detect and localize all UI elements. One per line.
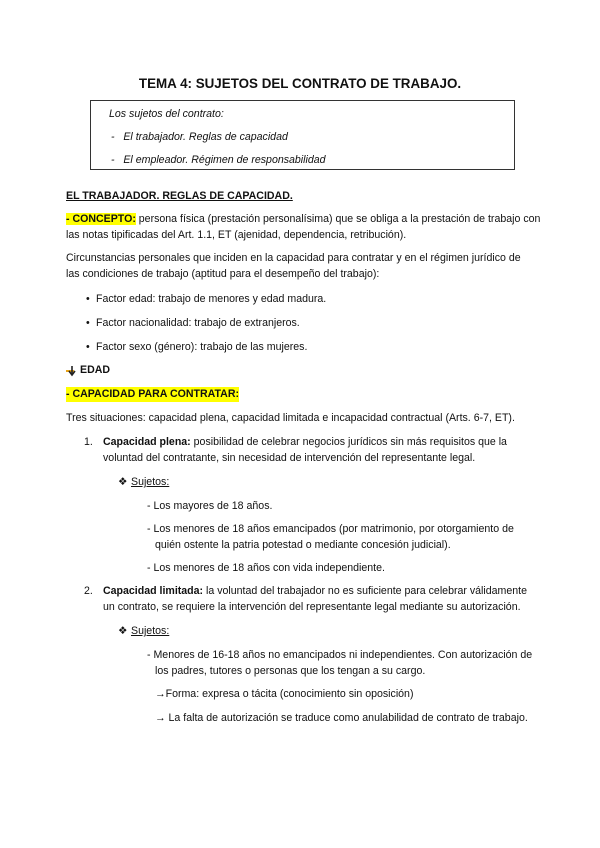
box-heading: Los sujetos del contrato: <box>109 108 224 120</box>
subitem: - Los menores de 18 años con vida independiente. <box>147 562 385 574</box>
subitem: →Forma: expresa o tácita (conocimiento sin oposición) <box>155 688 414 700</box>
bullet-icon: • <box>86 317 90 329</box>
capacidad-heading: - CAPACIDAD PARA CONTRATAR: <box>66 388 240 400</box>
edad-label: EDAD <box>80 364 111 376</box>
factor-item: Factor edad: trabajo de menores y edad madura. <box>96 293 327 305</box>
circunstancias-line2: las condiciones de trabajo (aptitud para el desempeño del trabajo): <box>66 268 380 280</box>
sujetos-label: Sujetos: <box>131 476 170 488</box>
box-item: - El trabajador. Reglas de capacidad <box>111 131 288 143</box>
subitem: - Menores de 16-18 años no emancipados ni independientes. Con autorización de <box>147 649 533 661</box>
page-title: TEMA 4: SUJETOS DEL CONTRATO DE TRABAJO. <box>138 76 462 91</box>
item-number: 2. <box>84 585 93 597</box>
subitem: los padres, tutores o personas que los tengan a su cargo. <box>155 665 426 677</box>
arrow-down-icon <box>66 364 78 376</box>
item-line2: voluntad del contratante, sin necesidad de intervención del representante legal. <box>103 452 476 464</box>
subitem: → La falta de autorización se traduce como anulabilidad de contrato de trabajo. <box>155 712 528 724</box>
subitem: - Los mayores de 18 años. <box>147 500 273 512</box>
item-line1: Capacidad plena: posibilidad de celebrar negocios jurídicos sin más requisitos que la <box>103 436 507 448</box>
tres-situaciones: Tres situaciones: capacidad plena, capacidad limitada e incapacidad contractual (Arts. 6-7, ET). <box>66 412 515 424</box>
factor-item: Factor nacionalidad: trabajo de extranjeros. <box>96 317 300 329</box>
box-item: - El empleador. Régimen de responsabilidad <box>111 154 326 166</box>
item-number: 1. <box>84 436 93 448</box>
bullet-icon: • <box>86 293 90 305</box>
subitem: quién ostente la patria potestad o mediante concesión judicial). <box>155 539 451 551</box>
item-line2: un contrato, se requiere la intervención del representante legal mediante su autorización. <box>103 601 521 613</box>
concepto-line2: las notas tipificadas del Art. 1.1, ET (ajenidad, dependencia, retribución). <box>66 229 407 241</box>
summary-box <box>90 100 515 170</box>
diamond-bullet-icon: ❖ <box>118 625 128 637</box>
concepto-label: - CONCEPTO: <box>66 213 136 225</box>
factor-item: Factor sexo (género): trabajo de las mujeres. <box>96 341 308 353</box>
circunstancias-line1: Circunstancias personales que inciden en la capacidad para contratar y en el régimen jurídico de <box>66 252 521 264</box>
subitem: - Los menores de 18 años emancipados (por matrimonio, por otorgamiento de <box>147 523 514 535</box>
section-heading: EL TRABAJADOR. REGLAS DE CAPACIDAD. <box>66 190 293 202</box>
item-line1: Capacidad limitada: la voluntad del trabajador no es suficiente para celebrar válidamente <box>103 585 527 597</box>
diamond-bullet-icon: ❖ <box>118 476 128 488</box>
sujetos-label: Sujetos: <box>131 625 170 637</box>
concepto-line1: - CONCEPTO: persona física (prestación personalísima) que se obliga a la prestación de trabajo con <box>66 213 541 225</box>
bullet-icon: • <box>86 341 90 353</box>
